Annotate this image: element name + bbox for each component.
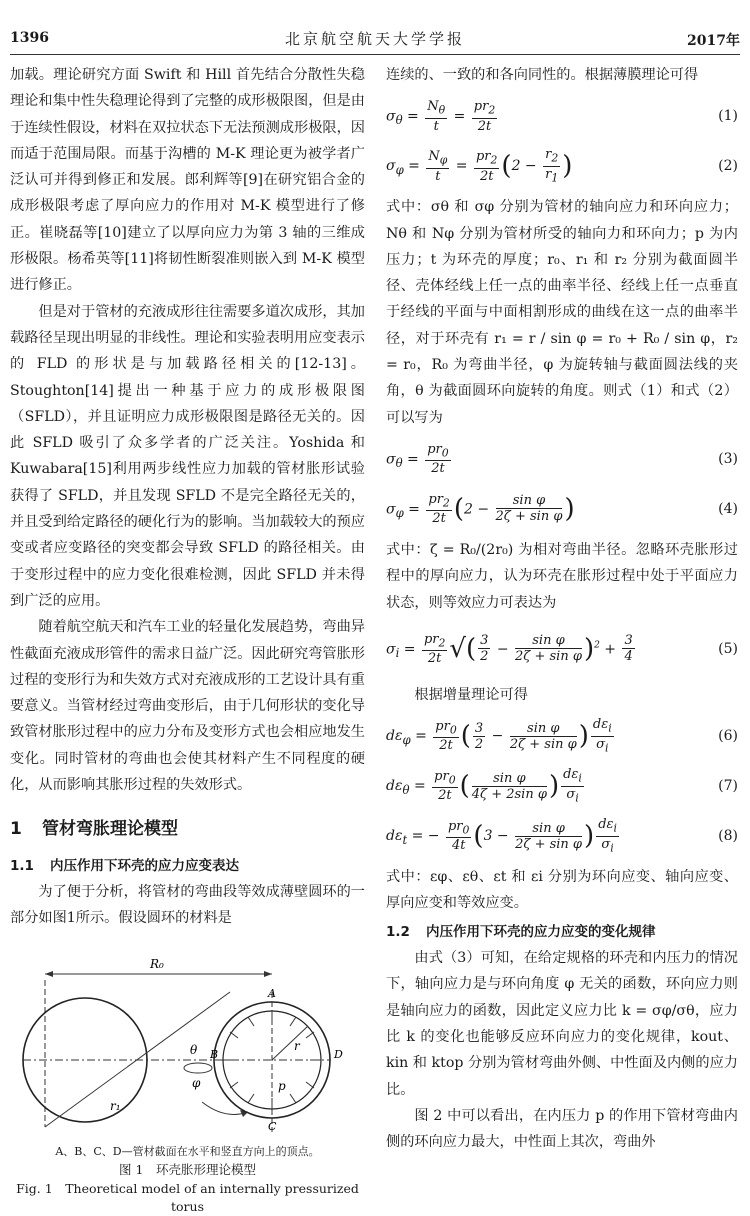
subsection-heading: [10, 853, 365, 879]
subsection-title: 内压作用下环壳的应力应变的变化规律: [426, 923, 656, 940]
left-column: [10, 62, 365, 1216]
paragraph: 根据增量理论可得: [414, 686, 528, 703]
label-theta: θ: [190, 1042, 198, 1057]
figure-1: [10, 942, 365, 1142]
section-number: 1: [10, 819, 22, 840]
label-A: A: [268, 986, 276, 1000]
paragraph: 由式（3）可知，在给定规格的环壳和内压力的情况下，轴向应力是与环向角度 φ 无关的函数，环向应力则是轴向应力的函数，因此定义应力比 k = σφ/σθ，应力比 k 的变化也能够反应环向应力的变化规律，kout、kin 和 ktop 分别为管材弯曲外侧、中性面及内侧的应力比。: [386, 950, 738, 1098]
figure-caption-en: Fig. 1 Theoretical model of an internally pressurized torus: [16, 1180, 359, 1214]
label-r1: r₁: [110, 1098, 121, 1113]
paragraph: 但是对于管材的充液成形往往需要多道次成形，其加载路径呈现出明显的非线性。理论和实验表明用应变表示的 FLD 的形状是与加载路径相关的[12-13]。Stoughton[14]提出一种基于应力的成形极限图（SFLD），并且证明应力成形极限图是路径无关的。因此 SFLD 吸引了众多学者的广泛关注。Yoshida 和 Kuwabara[15]利用两步线性应力加载的管材胀形试验获得了 SFLD，并且发现 SFLD 不是完全路径无关的，并且受到给定路径的硬化行为的影响。当加载较大的预应变或者应变路径的突变都会导致 SFLD 的路径相关。由于变形过程中的应力变化很难检测，因此 SFLD 并未得到广泛的应用。: [10, 303, 365, 609]
equation-6: $d\varepsilon_\varphi$ = $\frac{pr_0}{2t}$ ( $\frac{3}{2}$ − $\frac{\text{sin φ}}{\text{2ζ + sin φ}}$ ) $\frac{d\varepsilon_i}{\sigma_i}$ (6): [386, 717, 738, 755]
paragraph: 式中：σθ 和 σφ 分别为管材的轴向应力和环向应力；Nθ 和 Nφ 分别为管材所受的轴向力和环向力；p 为内压力；t 为环壳的厚度；r₀、r₁ 和 r₂ 分别为截面圆半径、壳体经线上任一点的曲率半径、经线上任一点垂直于经线的平面与中面相割形成的曲线在这一点的曲率半径，对于环壳有 r₁ = r / sin φ = r₀ + R₀ / sin φ，r₂ = r₀，R₀ 为弯曲半径，φ 为旋转轴与截面圆法线的夹角，θ 为截面圆环向旋转的角度。则式（1）和式（2）可以写为: [386, 199, 738, 426]
subsection-heading: [386, 919, 738, 945]
equation-4: $\sigma_\varphi$ = $\frac{pr_2}{2t}$ (2 − $\frac{\text{sin φ}}{\text{2ζ + sin φ}}$ ) (4): [386, 491, 738, 527]
subsection-title: 内压作用下环壳的应力应变表达: [50, 857, 239, 874]
label-B: B: [210, 1047, 219, 1061]
journal-title: 北京航空航天大学学报: [284, 30, 465, 48]
equation-number: (8): [718, 828, 738, 845]
paragraph: 为了便于分析，将管材的弯曲段等效成薄壁圆环的一部分如图1所示。假设圆环的材料是: [10, 883, 365, 927]
paragraph: 随着航空航天和汽车工业的轻量化发展趋势，弯曲异性截面充液成形管件的需求日益广泛。因此研究弯管胀形过程的变形行为和失效方式对充液成形的工艺设计具有重要意义。当管材经过弯曲变形后，由于几何形状的变化导致管材胀形过程中的应力分布及变形方式也会相应地发生变化。同时管材的弯曲也会使其材料产生不同程度的硬化，从而影响其胀形过程的失效形式。: [10, 619, 365, 794]
equation-5: $\sigma_i$ = $\frac{pr_2}{2t}$ √( $\frac{3}{2}$ − $\frac{\text{sin φ}}{\text{2ζ + sin φ}}$ )$^2$ + $\frac{3}{4}$ (5): [386, 631, 738, 667]
label-phi: φ: [192, 1075, 201, 1090]
equation-3: $\sigma_\theta$ = $\frac{pr_0}{2t}$ (3): [386, 441, 738, 477]
label-p: p: [278, 1078, 286, 1093]
torus-diagram: [10, 942, 365, 1142]
figure-caption-cn: 图 1 环壳胀形理论模型: [119, 1161, 256, 1177]
equation-number: (3): [718, 450, 738, 467]
equation-2: $\sigma_\varphi$ = $\frac{N_\varphi}{t}$ = $\frac{pr_2}{2t}$ (2 − $\frac{r_2}{r_1}$ ) (2): [386, 147, 738, 185]
equation-number: (1): [718, 108, 738, 125]
figure-note: A、B、C、D—管材截面在水平和竖直方向上的顶点。: [55, 1144, 320, 1158]
paragraph: 连续的、一致的和各向同性的。根据薄膜理论可得: [386, 67, 699, 83]
equation-number: (7): [718, 778, 738, 795]
equation-7: $d\varepsilon_\theta$ = $\frac{pr_0}{2t}$ ( $\frac{\text{sin φ}}{\text{4ζ + 2sin φ}}$ ) $\frac{d\varepsilon_i}{\sigma_i}$ (7): [386, 767, 738, 805]
paragraph: 式中：ζ = R₀/(2r₀) 为相对弯曲半径。忽略环壳胀形过程中的厚向应力，认为环壳在胀形过程中处于平面应力状态，则等效应力可表达为: [386, 541, 738, 611]
section-title: 管材弯胀理论模型: [42, 819, 178, 840]
label-C: C: [268, 1119, 277, 1133]
label-r: r: [294, 1038, 300, 1053]
page-number: 1396: [10, 30, 49, 46]
running-header: [10, 28, 740, 55]
paragraph: 图 2 中可以看出，在内压力 p 的作用下管材弯曲内侧的环向应力最大，中性面上其次，弯曲外: [386, 1107, 738, 1151]
right-column: [386, 62, 738, 1155]
section-heading: [10, 816, 365, 842]
journal-year: 2017年: [687, 33, 740, 49]
paragraph: 加载。理论研究方面 Swift 和 Hill 首先结合分散性失稳理论和集中性失稳理论得到了完整的成形极限图，但是由于连续性假设，材料在双拉状态下无法预测成形极限，因而适于范围局限。而基于沟槽的 M-K 理论更为被学者广泛认可并得到修正和发展。郎利辉等[9]在研究铝合金的成形极限考虑了厚向应力的作用对 M-K 模型进行了修正。崔晓磊等[10]建立了以厚向应力为第 3 轴的三维成形极限。杨希英等[11]将韧性断裂准则嵌入到 M-K 模型进行修正。: [10, 67, 365, 294]
equation-1: $\sigma_\theta$ = $\frac{N_\theta}{t}$ = $\frac{pr_2}{2t}$ (1): [386, 99, 738, 134]
subsection-number: 1.2: [386, 923, 410, 940]
equation-number: (2): [718, 158, 738, 175]
equation-number: (6): [718, 728, 738, 745]
subsection-number: 1.1: [10, 857, 34, 874]
equation-8: $d\varepsilon_t$ = − $\frac{pr_0}{4t}$ (3 − $\frac{\text{sin φ}}{\text{2ζ + sin φ}}$ ) $\frac{d\varepsilon_i}{\sigma_i}$ (8): [386, 817, 738, 855]
equation-number: (4): [718, 500, 738, 517]
label-D: D: [334, 1047, 343, 1061]
label-R0: R₀: [150, 956, 164, 971]
paragraph: 式中：εφ、εθ、εt 和 εi 分别为环向应变、轴向应变、厚向应变和等效应变。: [386, 869, 738, 912]
equation-number: (5): [718, 640, 738, 657]
